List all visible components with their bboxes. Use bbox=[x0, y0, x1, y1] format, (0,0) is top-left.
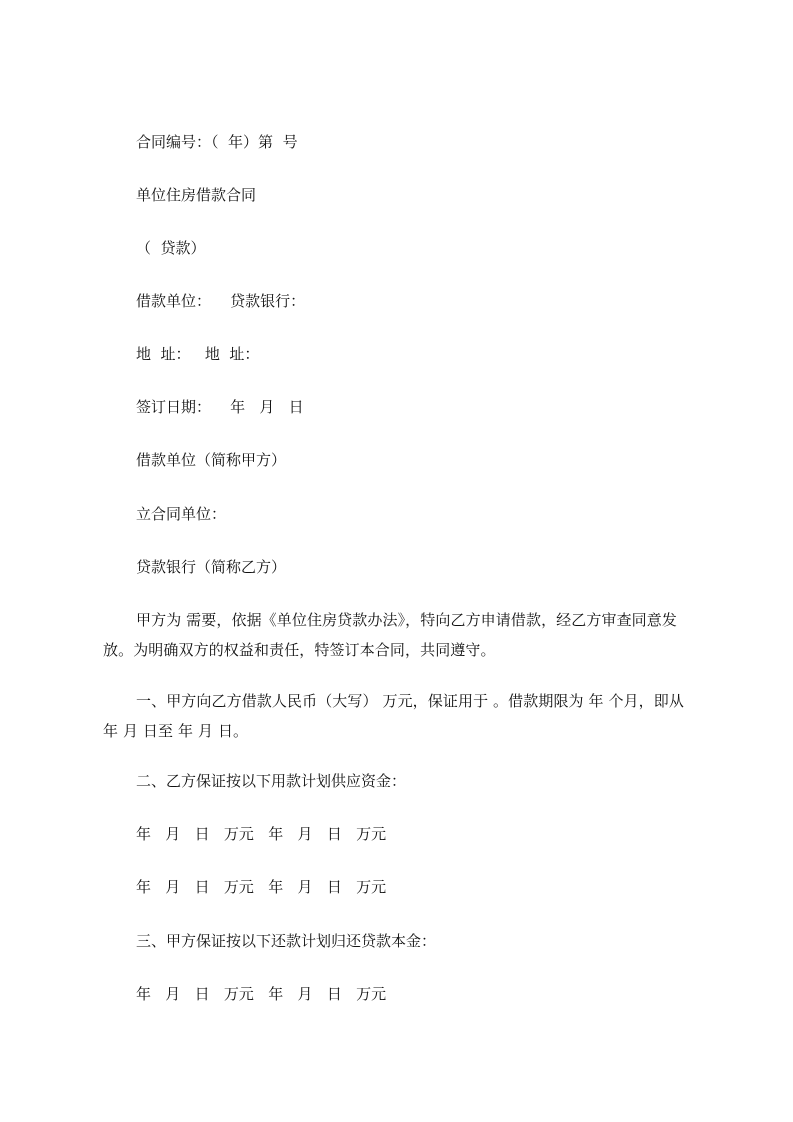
clause-2: 二、乙方保证按以下用款计划供应资金： bbox=[136, 772, 407, 790]
parties-line: 借款单位： 贷款银行： bbox=[136, 292, 306, 310]
party-b: 贷款银行（简称乙方） bbox=[136, 558, 287, 576]
supply-row-1: 年 月 日 万元 年 月 日 万元 bbox=[136, 825, 387, 843]
clause-1: 一、甲方向乙方借款人民币（大写） 万元，保证用于 。借款期限为 年 个月，即从 年 月 日至 年 月 日。 bbox=[103, 692, 684, 740]
contract-unit: 立合同单位： bbox=[136, 505, 227, 523]
address-line: 地 址： 地 址： bbox=[136, 345, 260, 363]
clause-3: 三、甲方保证按以下还款计划归还贷款本金： bbox=[136, 932, 437, 950]
loan-type: （ 贷款） bbox=[136, 239, 206, 257]
contract-number: 合同编号：（ 年）第 号 bbox=[136, 133, 298, 151]
party-a: 借款单位（简称甲方） bbox=[136, 451, 287, 469]
document-title: 单位住房借款合同 bbox=[136, 186, 257, 204]
repay-row-1: 年 月 日 万元 年 月 日 万元 bbox=[136, 985, 387, 1003]
intro-paragraph: 甲方为 需要，依据《单位住房贷款办法》，特向乙方申请借款，经乙方审查同意发放。为明确双方的权益和责任，特签订本合同，共同遵守。 bbox=[103, 611, 677, 659]
sign-date: 签订日期： 年 月 日 bbox=[136, 398, 304, 416]
supply-row-2: 年 月 日 万元 年 月 日 万元 bbox=[136, 878, 387, 896]
